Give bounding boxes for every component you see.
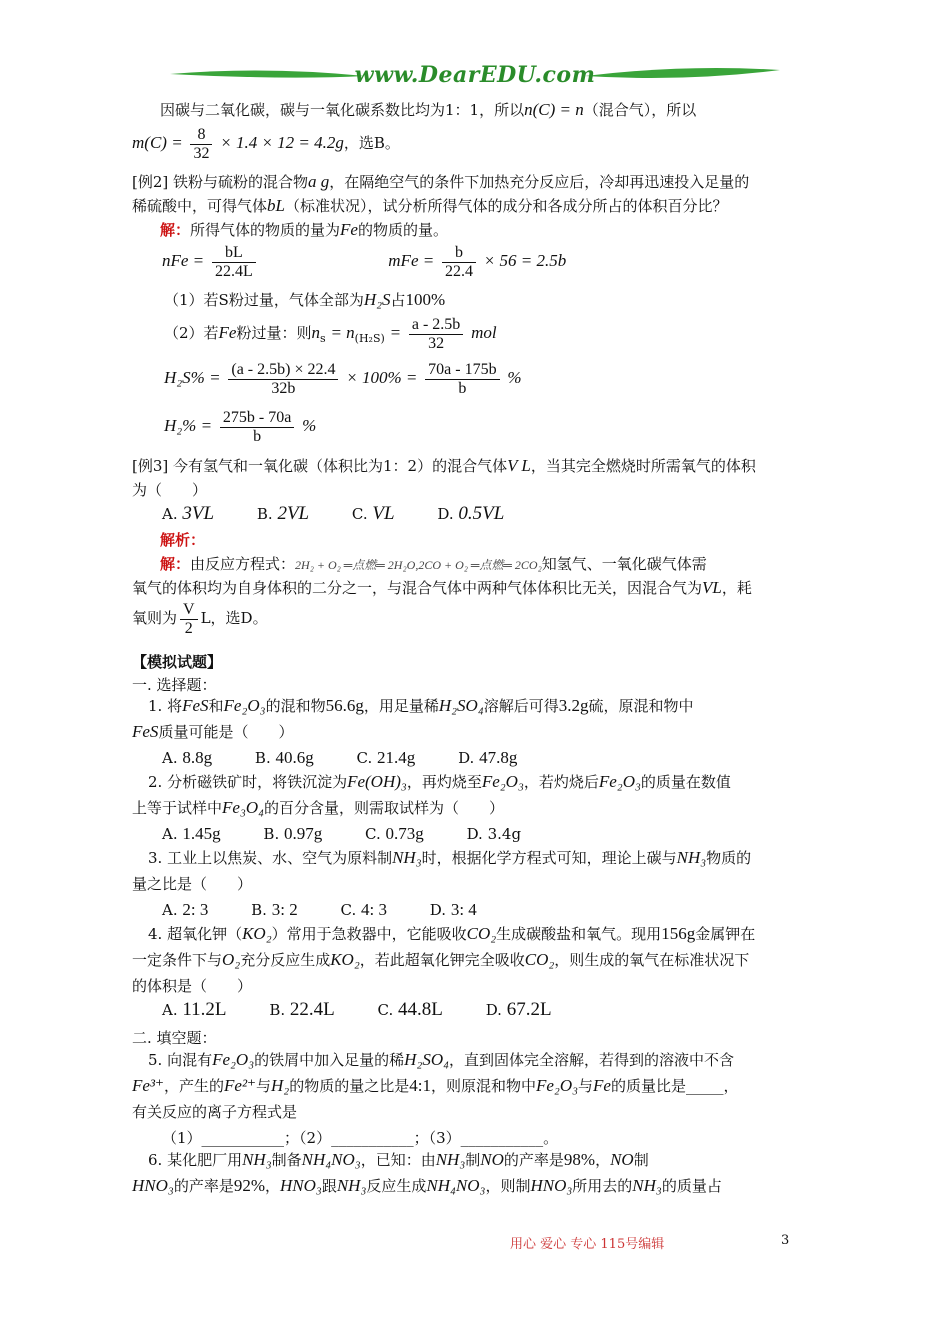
question-6-line-2: HNO₃的产率是92%，HNO₃跟NH₃反应生成NH₄NO₃，则制HNO₃所用去的NH₃的质量占 bbox=[132, 1176, 722, 1195]
solution-line: 解：所得气体的物质的量为Fe的物质的量。 bbox=[160, 220, 448, 239]
equation-line: m(C) = $\frac{8}{32}$ × 1.4 × 12 = 4.2g，选B。 bbox=[132, 125, 400, 162]
question-5-line-2: Fe³⁺，产生的Fe²⁺与H₂的物质的量之比是4:1，则原混和物中Fe₂O₃与Fe的质量比是_____， bbox=[132, 1076, 739, 1095]
site-name: www.DearEDU.com bbox=[354, 62, 596, 88]
page-header bbox=[165, 60, 785, 96]
example-3-solution-2: 氧气的体积均为自身体积的二分之一，与混合气体中两种气体体积比无关，因混合气为VL，耗 bbox=[132, 578, 752, 597]
question-5-line-3: 有关反应的离子方程式是 bbox=[132, 1103, 298, 1121]
h2s-percent-equation: H₂S% = $\frac{(a - 2.5b) \times 22.4}{32b}$ × 100% = $\frac{70a - 175b}{b}$ % bbox=[164, 360, 522, 397]
question-1-line-2: FeS质量可能是（ ） bbox=[132, 722, 294, 741]
example-2-line-2: 稀硫酸中，可得气体bL（标准状况），试分析所得气体的成分和各成分所占的体积百分比？ bbox=[132, 196, 728, 215]
section-heading: 【模拟试题】 bbox=[132, 653, 223, 671]
example-2-line-1: [例2] 铁粉与硫粉的混合物a g，在隔绝空气的条件下加热充分反应后，冷却再迅速投入足量的 bbox=[132, 172, 750, 191]
question-5-blanks: （1）___________；（2）___________；（3）___________。 bbox=[162, 1129, 559, 1147]
question-4-line-1: 4. 超氧化钾（KO₂）常用于急救器中，它能吸收CO₂生成碳酸盐和氧气。现用156g金属钾在 bbox=[148, 924, 756, 943]
example-3-solution-3: 氧则为 $\frac{V}{2}$ L，选D。 bbox=[132, 600, 268, 637]
analysis-label: 解析： bbox=[160, 531, 206, 549]
example-3-solution-1: 解：由反应方程式：2H₂ + O₂ ═点燃═ 2H₂O,2CO + O₂ ═点燃═ 2CO₂知氢气、一氧化碳气体需 bbox=[160, 555, 707, 573]
h2-percent-equation: H₂% = $\frac{275b - 70a}{b}$ % bbox=[164, 408, 317, 445]
example-3-options: A. 3VL B. 2VL C. VL D. 0.5VL bbox=[162, 503, 505, 524]
example-3-line-1: [例3] 今有氢气和一氧化碳（体积比为1：2）的混合气体V L，当其完全燃烧时所需氧气的体积 bbox=[132, 456, 756, 475]
question-4-options: A. 11.2L B. 22.4L C. 44.8L D. 67.2L bbox=[162, 999, 552, 1020]
case-2-line: （2）若Fe粉过量：则$n_s = n_{(H_2S)}$ = $\frac{a - 2.5b}{32}$ mol bbox=[164, 315, 497, 352]
footer-text: 用心 爱心 专心 115号编辑 bbox=[510, 1237, 665, 1252]
section-2-heading: 二. 填空题： bbox=[132, 1029, 217, 1047]
question-4-line-3: 的体积是（ ） bbox=[132, 977, 253, 995]
case-1-line: （1）若S粉过量，气体全部为H₂S占100% bbox=[164, 290, 446, 309]
page-number: 3 bbox=[781, 1233, 790, 1248]
question-6-line-1: 6. 某化肥厂用NH₃制备NH₄NO₃，已知：由NH₃制NO的产率是98%，NO制 bbox=[148, 1150, 649, 1169]
question-4-line-2: 一定条件下与O₂充分反应生成KO₂，若此超氧化钾完全吸收CO₂，则生成的氧气在标准状况下 bbox=[132, 950, 750, 969]
question-3-options: A. 2: 3 B. 3: 2 C. 4: 3 D. 3: 4 bbox=[162, 900, 477, 919]
section-1-heading: 一. 选择题： bbox=[132, 676, 217, 694]
nfe-equation: nFe = $\frac{bL}{22.4L}$ mFe = $\frac{b}{22.4}$ × 56 = 2.5b bbox=[162, 243, 567, 280]
example-3-line-2: 为（ ） bbox=[132, 481, 208, 499]
fraction: $\frac{8}{32}$ bbox=[190, 126, 212, 163]
question-5-line-1: 5. 向混有Fe₂O₃的铁屑中加入足量的稀H₂SO₄，直到固体完全溶解，若得到的溶液中不含 bbox=[148, 1050, 735, 1069]
question-2-line-2: 上等于试样中Fe₃O₄的百分含量，则需取试样为（ ） bbox=[132, 798, 505, 817]
question-1-options: A. 8.8g B. 40.6g C. 21.4g D. 47.8g bbox=[162, 748, 518, 767]
question-3-line-2: 量之比是（ ） bbox=[132, 875, 253, 893]
question-2-line-1: 2. 分析磁铁矿时，将铁沉淀为Fe(OH)₃，再灼烧至Fe₂O₃，若灼烧后Fe₂O₃的质量在数值 bbox=[148, 772, 731, 791]
text-line: 因碳与二氧化碳，碳与一氧化碳系数比均为1：1，所以n(C) = n（混合气），所以 bbox=[160, 100, 697, 119]
question-1-line-1: 1. 将FeS和Fe₂O₃的混和物56.6g，用足量稀H₂SO₄溶解后可得3.2g硫，原混和物中 bbox=[148, 696, 694, 715]
question-2-options: A. 1.45g B. 0.97g C. 0.73g D. 3.4g bbox=[162, 824, 522, 843]
question-3-line-1: 3. 工业上以焦炭、水、空气为原料制NH₃时，根据化学方程式可知，理论上碳与NH₃物质的 bbox=[148, 848, 752, 867]
